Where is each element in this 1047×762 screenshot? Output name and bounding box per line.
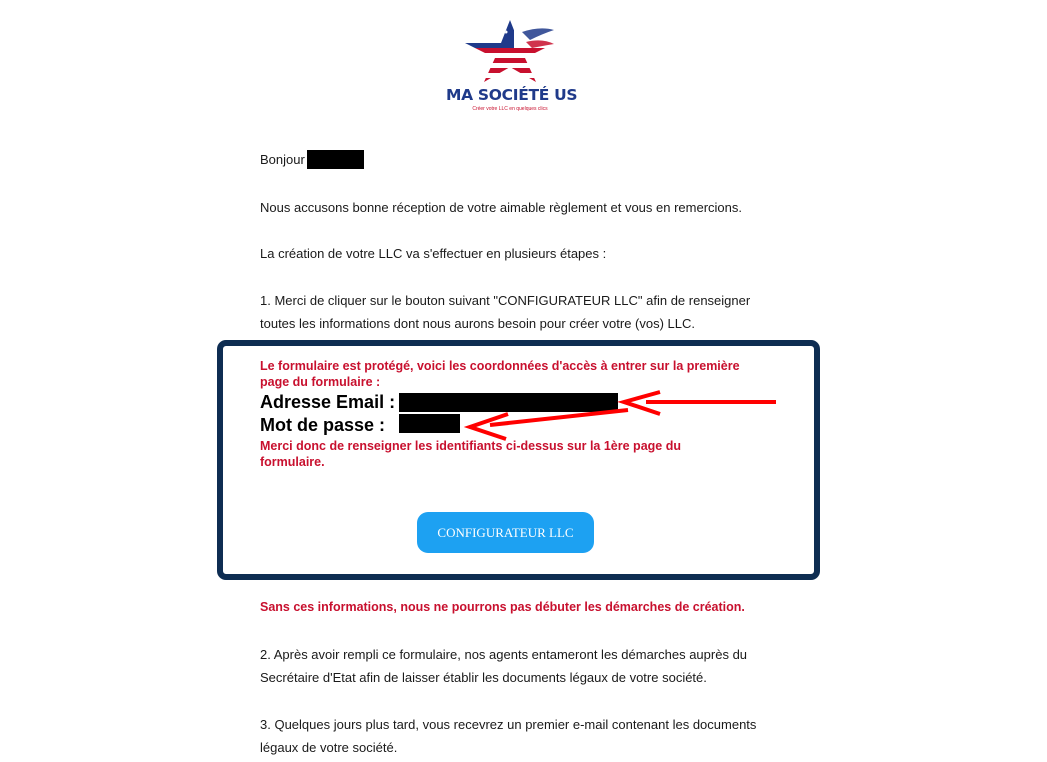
email-credential-row xyxy=(260,391,395,413)
step1-line2: toutes les informations dont nous aurons besoin pour créer votre (vos) LLC. xyxy=(260,316,696,331)
star-flag-icon xyxy=(462,18,558,84)
protected-line2: page du formulaire : xyxy=(260,375,381,389)
password-credential-row xyxy=(260,414,385,436)
step2-line1: 2. Après avoir rempli ce formulaire, nos agents entameront les démarches auprès du xyxy=(260,647,748,662)
step3-line2: légaux de votre société. xyxy=(260,740,398,755)
steps-intro-paragraph: La création de votre LLC va s'effectuer en plusieurs étapes : xyxy=(260,246,607,261)
fill-line1: Merci donc de renseigner les identifiants ci-dessus sur la 1ère page du xyxy=(260,439,681,453)
step3-line1: 3. Quelques jours plus tard, vous recevrez un premier e-mail contenant les documents xyxy=(260,717,757,732)
protected-line1: Le formulaire est protégé, voici les coordonnées d'accès à entrer sur la première xyxy=(260,359,740,373)
logo-tagline: Créer votre LLC en quelques clics xyxy=(472,106,548,112)
redacted-email xyxy=(399,393,618,412)
email-label: Adresse Email : xyxy=(260,392,396,412)
step1-line1: 1. Merci de cliquer sur le bouton suivant "CONFIGURATEUR LLC" afin de renseigner xyxy=(260,293,751,308)
company-logo xyxy=(440,18,580,114)
missing-info-warning: Sans ces informations, nous ne pourrons pas débuter les démarches de création. xyxy=(260,600,745,614)
greeting-line xyxy=(260,148,364,171)
step2-line2: Secrétaire d'Etat afin de laisser établir les documents légaux de votre société. xyxy=(260,670,707,685)
logo-wordmark: MA SOCIÉTÉ US xyxy=(446,86,578,104)
password-label: Mot de passe : xyxy=(260,415,386,435)
greeting-text: Bonjour xyxy=(260,152,305,167)
redacted-name xyxy=(307,150,364,169)
redacted-password xyxy=(399,414,460,433)
fill-line2: formulaire. xyxy=(260,455,325,469)
configurateur-llc-button[interactable]: CONFIGURATEUR LLC xyxy=(417,512,594,553)
reception-paragraph: Nous accusons bonne réception de votre aimable règlement et vous en remercions. xyxy=(260,200,742,215)
